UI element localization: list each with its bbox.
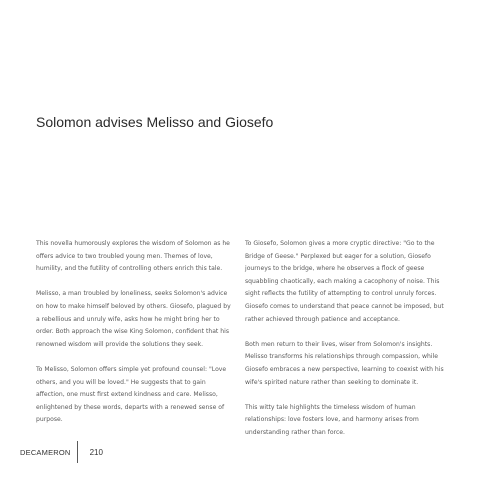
paragraph: Melisso, a man troubled by loneliness, seeks Solomon's advice on how to make himself beloved by others. Giosefo, plagued by a rebellious and unruly wife, asks how he might bring her to order. Both approach the wise King Solomon, confident that his renowned wisdom will provide the solutions they seek.: [36, 290, 231, 348]
page-title: Solomon advises Melisso and Giosefo: [36, 114, 274, 130]
page-footer: [20, 441, 103, 463]
footer-divider: [77, 441, 78, 463]
paragraph: Both men return to their lives, wiser from Solomon's insights. Melisso transforms his relationships through compassion, while Giosefo embraces a new perspective, learning to coexist with his wife's spirited nature rather than seeking to dominate it.: [245, 340, 444, 386]
body-column-left: [36, 238, 234, 440]
body-column-right: [245, 238, 445, 452]
paragraph: To Giosefo, Solomon gives a more cryptic directive: "Go to the Bridge of Geese." Perplexed but eager for a solution, Giosefo journeys to the bridge, where he observes a flock of geese squabbling chaotically, each making a cacophony of noise. This sight reflects the futility of attempting to control unruly forces. Giosefo comes to understand that peace cannot be imposed, but rather achieved through patience and acceptance.: [245, 240, 444, 323]
paragraph: This novella humorously explores the wisdom of Solomon as he offers advice to two troubled young men. Themes of love, humility, and the futility of controlling others enrich this tale.: [36, 240, 230, 273]
running-head: DECAMERON: [20, 447, 71, 457]
paragraph: This witty tale highlights the timeless wisdom of human relationships: love fosters love, and harmony arises from understanding rather than force.: [245, 403, 419, 436]
paragraph: To Melisso, Solomon offers simple yet profound counsel: "Love others, and you will be loved." He suggests that to gain affection, one must first extend kindness and care. Melisso, enlightened by these words, departs with a renewed sense of purpose.: [36, 365, 227, 424]
page-number: 210: [89, 447, 103, 457]
